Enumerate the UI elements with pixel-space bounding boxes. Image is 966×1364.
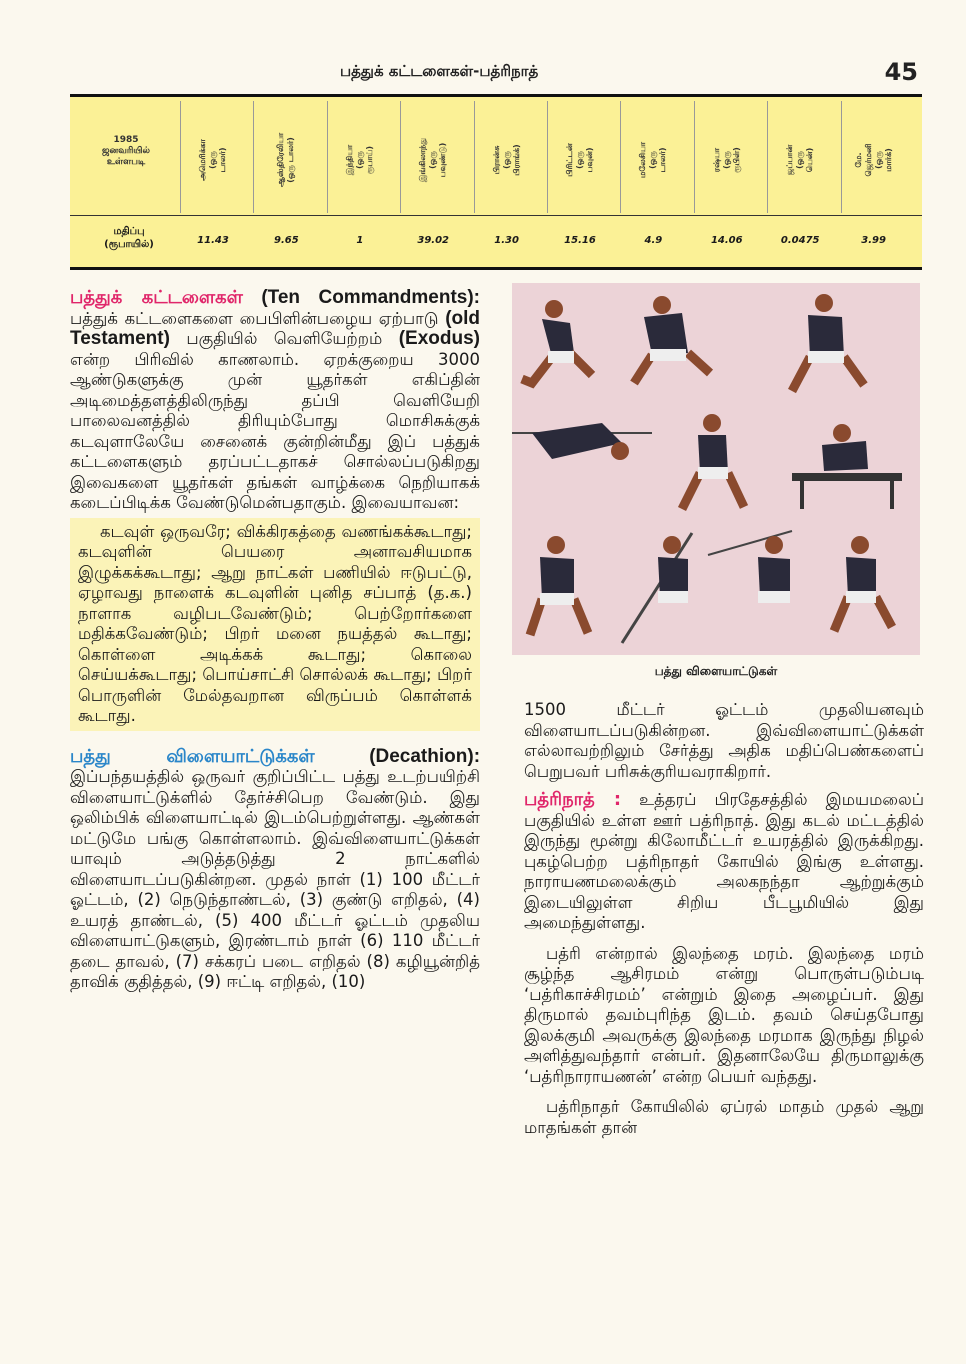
decathlon-english: (Decathion): bbox=[369, 745, 481, 767]
badrinath-entry bbox=[524, 790, 924, 934]
table-cell-value: 14.06 bbox=[710, 235, 743, 246]
column-separator bbox=[474, 101, 475, 213]
ten-body-3: என்ற பிரிவில் காணலாம். ஏறக்குறைய 3000 ஆண்டுகளுக்கு முன் யூதர்கள் எகிப்தின் அடிமைத்தளத்திலிருந்து தப்பி வெளியேறி பாலைவனத்தில் திரியும்போது மொசிசுக்குக் கடவுளாலேயே சைனைக் குன்றின்மீது இப் பத்துக் கட்டளைகளும் தரப்பட்டதாகச் சொல்லப்படுகிறது இவைகளை யூதர்கள் தங்கள் வாழ்க்கை நெறியாகக் கடைப்பிடிக்க வேண்டுமென்பதாகும். இவையாவன: bbox=[70, 349, 480, 512]
right-column bbox=[524, 700, 924, 1138]
table-column-header bbox=[547, 107, 613, 213]
exodus-term: (Exodus) bbox=[398, 328, 481, 349]
table-row-label: மதிப்பு (ரூபாயில்) bbox=[104, 226, 154, 250]
column-header-label: பிரிட்டன் (ஒரு பவுன்) bbox=[565, 143, 594, 177]
table-cell-value: 9.65 bbox=[274, 235, 299, 246]
table-column-header bbox=[841, 107, 907, 213]
table-cell-value: 1 bbox=[356, 235, 364, 246]
currency-rates-table bbox=[70, 94, 922, 270]
table-column-header bbox=[620, 107, 686, 213]
photo-caption: பத்து விளையாட்டுகள் bbox=[654, 664, 778, 678]
running-header bbox=[0, 58, 966, 88]
badrinath-body-3: பத்ரிநாதர் கோயிலில் ஏப்ரல் மாதம் முதல் ஆறு மாதங்கள் தான் bbox=[524, 1097, 924, 1137]
table-divider bbox=[70, 215, 922, 216]
table-row-header: 1985 ஜனவரியில் உள்ளபடி bbox=[101, 135, 151, 167]
header-title: பத்துக் கட்டளைகள்-பத்ரிநாத் bbox=[340, 62, 539, 80]
decathlon-body: இப்பந்தயத்தில் ஒருவர் குறிப்பிட்ட பத்து உடற்பயிற்சி விளையாட்டுக்ளில் தேர்ச்சிபெற வேண்டும். இது ஒலிம்பிக் விளையாட்டில் இடம்பெற்றுள்ளது. ஆண்கள் மட்டுமே பங்கு கொள்ளலாம். இவ்விளையாட்டுக்கள் யாவும் அடுத்தடுத்து 2 நாட்களில் விளையாடப்படுகின்றன. முதல் நாள் (1) 100 மீட்டர் ஓட்டம், (2) நெடுந்தாண்டல், (3) குண்டு எறிதல், (4) உயரத் தாண்டல், (5) 400 மீட்டர் ஓட்டம் முதலிய விளையாட்டுகளும், இரண்டாம் நாள் (6) 110 மீட்டர் தடை தாவல், (7) சக்கரப் படை எறிதல் (8) கழியூன்றித் தாவிக் குதித்தல், (9) ஈட்டி எறிதல், (10) bbox=[70, 767, 480, 991]
ten-body-2: பகுதியில் வெளியேற்றம் bbox=[186, 329, 383, 348]
table-cell-value: 15.16 bbox=[564, 235, 596, 246]
column-header-label: இந்தியா (ஒரு ரூபாய்) bbox=[344, 144, 374, 176]
column-separator bbox=[400, 101, 401, 213]
column-separator bbox=[327, 101, 328, 213]
table-column-header bbox=[474, 107, 540, 213]
column-separator bbox=[694, 101, 695, 213]
column-separator bbox=[253, 101, 254, 213]
table-column-header bbox=[400, 107, 466, 213]
ten-commandments-entry bbox=[70, 288, 480, 514]
column-header-label: பிரான்சு (ஒரு பிராங்க்) bbox=[491, 144, 521, 176]
table-cell-value: 39.02 bbox=[417, 235, 449, 246]
table-column-header bbox=[767, 107, 833, 213]
table-cell-value: 4.9 bbox=[644, 235, 663, 246]
badrinath-heading: பத்ரிநாத் : bbox=[524, 789, 622, 810]
column-header-label: ஜப்பான் (ஒரு யென்) bbox=[785, 144, 815, 176]
decathlon-entry bbox=[70, 747, 480, 993]
column-separator bbox=[620, 101, 621, 213]
badrinath-body-2: பத்ரி என்றால் இலந்தை மரம். இலந்தை மரம் சூழ்ந்த ஆசிரமம் என்று பொருள்படும்படி ‘பத்ரிகாச்சிரமம்’ என்றும் இதை அழைப்பர். இது திருமால் தவம்புரிந்த இடம். தவம் செய்தபோது இலக்குமி அவருக்கு இலந்தை மரமாக இருந்து நிழல் அளித்துவந்தார் என்பர். இதனாலேயே திருமாலுக்கு ‘பத்ரிநாராயணன்’ என்ற பெயர் வந்தது. bbox=[524, 943, 924, 1086]
table-column-header bbox=[180, 107, 246, 213]
decathlon-continued: 1500 மீட்டர் ஓட்டம் முதலியனவும் விளையாடப்படுகின்றன. இவ்விளையாட்டுக்கள் எல்லாவற்றிலும் சேர்த்து அதிக மதிப்பெண்களைப் பெறுபவர் பரிசுக்குரியவராகிறார். bbox=[524, 700, 924, 781]
table-column-header bbox=[694, 107, 760, 213]
athletes-illustration bbox=[512, 283, 920, 655]
table-cell-value: 3.99 bbox=[861, 235, 886, 246]
column-header-label: மே. ஜெர்மனி (ஒரு மார்க்) bbox=[853, 143, 893, 177]
column-header-label: ரஷ்யா (ஒரு ரூபிள்) bbox=[711, 147, 741, 173]
decathlon-photo bbox=[512, 283, 920, 655]
table-column-header bbox=[327, 107, 393, 213]
column-header-label: அமெரிக்கா (ஒரு டாலர்) bbox=[198, 139, 227, 181]
table-cell-value: 11.43 bbox=[197, 235, 229, 246]
table-cell-value: 1.30 bbox=[494, 235, 519, 246]
column-separator bbox=[547, 101, 548, 213]
table-column-header bbox=[253, 107, 319, 213]
ten-commandments-english: (Ten Commandments): bbox=[261, 287, 480, 308]
page-number: 45 bbox=[884, 58, 918, 86]
column-separator bbox=[767, 101, 768, 213]
commandments-text: கடவுள் ஒருவரே; விக்கிரகத்தை வணங்கக்கூடாது; கடவுளின் பெயரை அனாவசியமாக இழுக்கக்கூடாது; ஆறு நாட்கள் பணியில் ஈடுபட்டு, ஏழாவது நாளைக் கடவுளின் புனித சப்பாத் (த.க.) நாளாக வழிபடவேண்டும்; பெற்றோர்களை மதிக்கவேண்டும்; பிறர் மனை நயத்தல் கூடாது; கொள்ளை அடிக்கக் கூடாது; கொலை செய்யக்கூடாது; பொய்சாட்சி சொல்லக் கூடாது; பிறர் பொருளின் மேல்தவறான விருப்பம் கொள்ளக் கூடாது. bbox=[78, 521, 472, 725]
column-separator bbox=[180, 101, 181, 213]
ten-commandments-heading: பத்துக் கட்டளைகள் bbox=[70, 287, 243, 308]
table-cell-value: 0.0475 bbox=[780, 235, 820, 246]
column-header-label: ஆஸ்திரேலியா (ஒரு டாலர்) bbox=[276, 132, 296, 188]
old-testament-term: (old Testament) bbox=[70, 307, 481, 349]
ten-body-1: பத்துக் கட்டளைகளை பைபிளின்பழைய ஏற்பாடு bbox=[70, 308, 439, 328]
column-header-label: மலேசியா (ஒரு டாலர்) bbox=[638, 141, 668, 179]
column-separator bbox=[841, 101, 842, 213]
column-header-label: இங்கிலாந்து (ஒரு பவுண்டு) bbox=[418, 137, 448, 183]
badrinath-body: உத்தரப் பிரதேசத்தில் இமயமலைப் பகுதியில் உள்ள ஊர் பத்ரிநாத். இது கடல் மட்டத்தில் இருந்து மூன்று கிலோமீட்டர் உயரத்தில் இருக்கிறது. புகழ்பெற்ற பத்ரிநாதர் கோயில் இங்கு உள்ளது. நாராயணமலைக்கும் அலகநந்தா ஆற்றுக்கும் இடையிலுள்ள சிறிய பீடபூமியில் இது அமைந்துள்ளது. bbox=[524, 790, 925, 932]
commandments-box bbox=[70, 518, 480, 731]
left-column bbox=[70, 288, 480, 993]
decathlon-heading: பத்து விளையாட்டுக்கள் bbox=[70, 745, 315, 767]
